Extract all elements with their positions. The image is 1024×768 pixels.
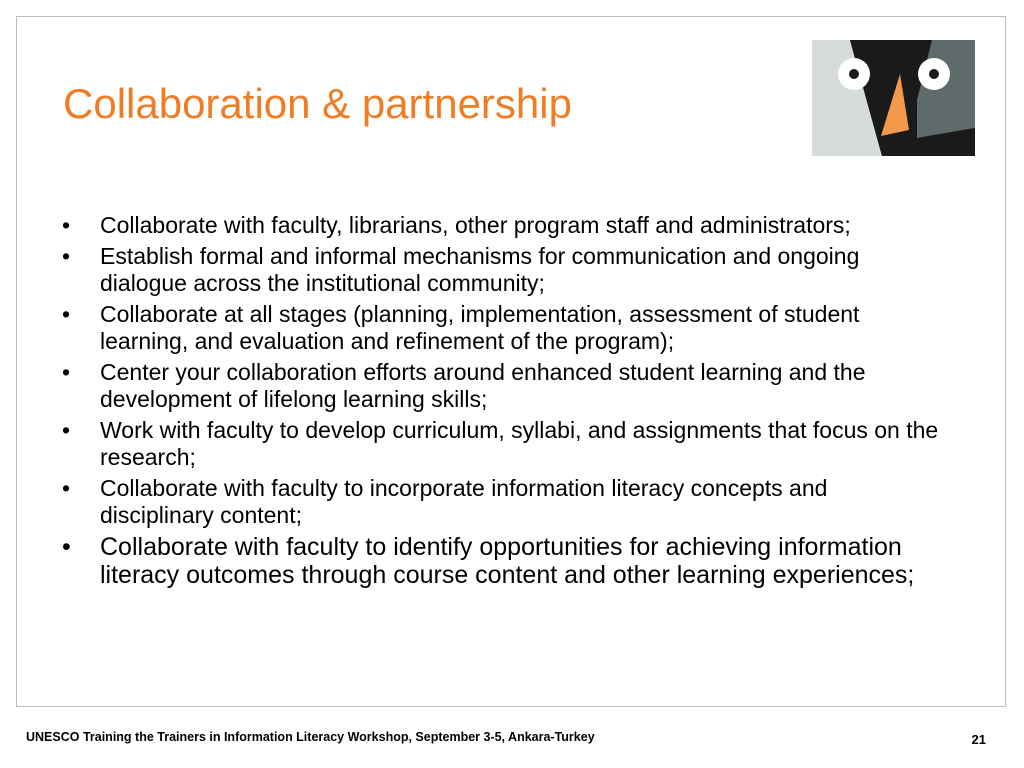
bullet-item [62, 359, 942, 413]
bullet-item [62, 212, 942, 239]
bullet-dot: • [62, 212, 71, 238]
bullet-text: Collaborate at all stages (planning, implementation, assessment of student learning, and evaluation and refinement of the program); [100, 301, 860, 354]
bullet-text: Center your collaboration efforts around enhanced student learning and the development of lifelong learning skills; [100, 359, 866, 412]
bullet-item [62, 417, 942, 471]
page-number: 21 [971, 732, 986, 747]
bullet-text: Collaborate with faculty, librarians, other program staff and administrators; [100, 212, 851, 238]
slide-title: Collaboration & partnership [63, 80, 572, 127]
bullet-dot: • [62, 417, 71, 443]
bullet-item [62, 475, 942, 529]
bullet-item [62, 243, 942, 297]
bullet-list [62, 212, 942, 593]
bullet-dot: • [62, 533, 71, 561]
bullet-dot: • [62, 243, 71, 269]
bullet-text: Collaborate with faculty to incorporate information literacy concepts and disciplinary content; [100, 475, 828, 528]
owl-logo-icon [812, 40, 975, 156]
bullet-text: Establish formal and informal mechanisms for communication and ongoing dialogue across the institutional community; [100, 243, 860, 296]
bullet-dot: • [62, 301, 71, 327]
footer-text: UNESCO Training the Trainers in Information Literacy Workshop, September 3-5, Ankara-Turkey [26, 730, 595, 744]
bullet-text: Collaborate with faculty to identify opportunities for achieving information literacy outcomes through course content and other learning experiences; [100, 533, 915, 589]
bullet-text: Work with faculty to develop curriculum, syllabi, and assignments that focus on the research; [100, 417, 939, 470]
bullet-item [62, 301, 942, 355]
bullet-dot: • [62, 359, 71, 385]
bullet-item [62, 533, 942, 589]
bullet-dot: • [62, 475, 71, 501]
